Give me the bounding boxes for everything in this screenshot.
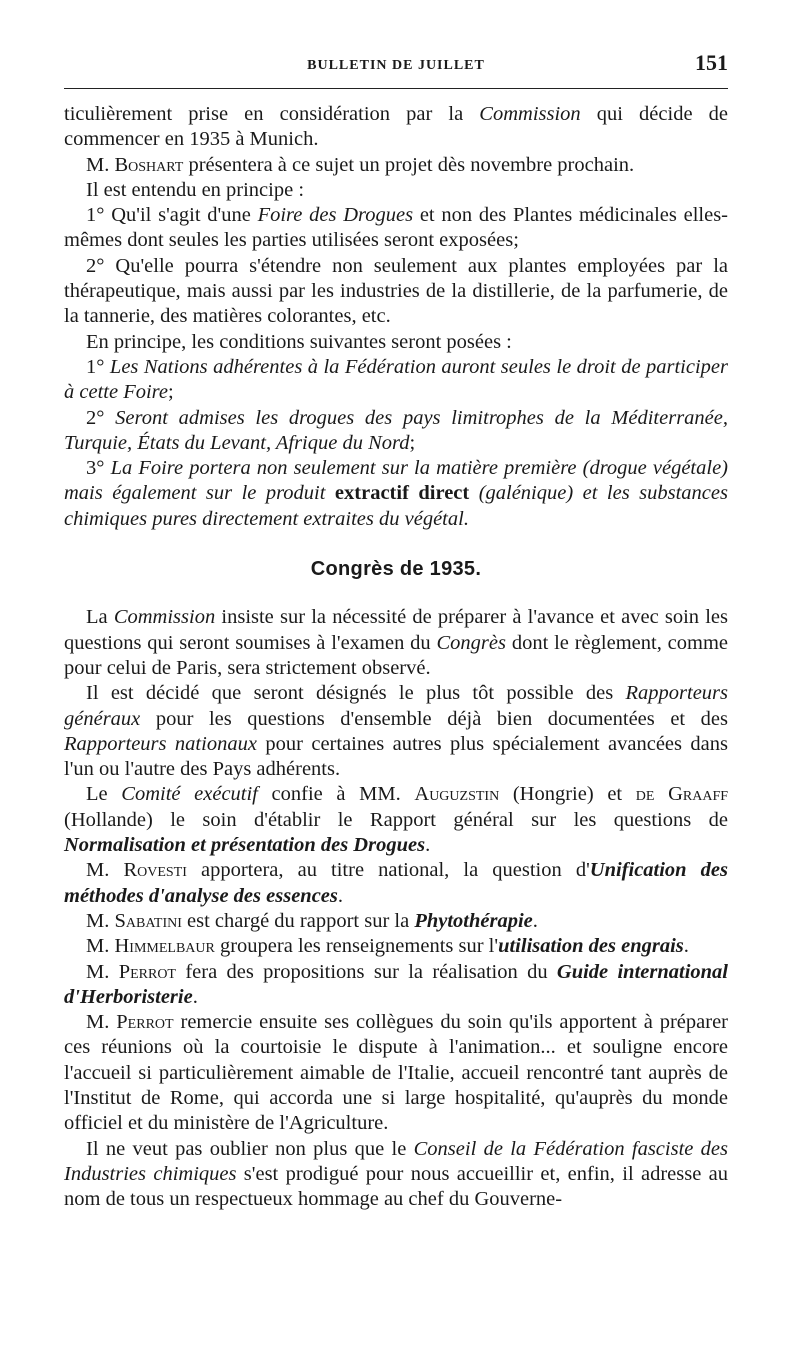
page-header (64, 48, 728, 89)
paragraph-10: La Commission insiste sur la nécessité de préparer à l'avance et avec soin les questions qui seront soumises à l'examen du Congrès dont le règlement, comme pour celui de Paris, sera strictement observé. (64, 606, 728, 679)
paragraph-13: M. Rovesti apportera, au titre national, la question d'Unification des méthodes d'analyse des essences. (64, 859, 728, 907)
page-number: 151 (695, 50, 728, 75)
paragraph-16: M. Perrot fera des propositions sur la réalisation du Guide international d'Herboristerie. (64, 960, 728, 1008)
paragraph-3: Il est entendu en principe : (86, 178, 305, 201)
paragraph-18: Il ne veut pas oublier non plus que le Conseil de la Fédération fasciste des Industries chimiques s'est prodigué pour nous accueillir et, enfin, il adresse au nom de tous un respectueux hommage au chef du Gouverne- (64, 1137, 728, 1211)
paragraph-6: En principe, les conditions suivantes seront posées : (86, 330, 512, 353)
condition-1: 1° Les Nations adhérentes à la Fédération auront seules le droit de participer à cette Foire; (64, 355, 729, 404)
paragraph-17: M. Perrot remercie ensuite ses collègues du soin qu'ils apportent à préparer ces réunions où la courtoisie le dispute à l'animation... et souligne encore l'accueil si particulièrement aimable de l'Italie, accueil rencontré tant auprès de l'Institut de Rome, qui accorda une si large hospitalité, qu'auprès du monde officiel et du ministère de l'Agriculture. (64, 1011, 728, 1135)
condition-2: 2° Seront admises les drogues des pays limitrophes de la Méditerranée, Turquie, États du Levant, Afrique du Nord; (64, 406, 729, 454)
paragraph-15: M. Himmelbaur groupera les renseignements sur l'utilisation des engrais. (86, 935, 689, 958)
paragraph-5: 2° Qu'elle pourra s'étendre non seulement aux plantes employées par la thérapeutique, mais aussi par les industries de la distillerie, de la parfumerie, de la tannerie, des matières colorantes, etc. (64, 254, 728, 328)
section-heading: Congrès de 1935. (310, 558, 482, 581)
body-text (64, 102, 728, 1212)
running-title: BULLETIN DE JUILLET (307, 58, 485, 73)
paragraph-2: M. Boshart présentera à ce sujet un projet dès novembre prochain. (86, 153, 635, 176)
paragraph-14: M. Sabatini est chargé du rapport sur la Phytothérapie. (86, 909, 538, 932)
paragraph-1: ticulièrement prise en considération par la Commission qui décide de commencer en 1935 à Munich. (64, 103, 728, 151)
condition-3: 3° La Foire portera non seulement sur la matière première (drogue végétale) mais également sur le produit extractif direct (galénique) et les substances chimiques pures directement extraites du végétal. (64, 457, 728, 530)
paragraph-12: Le Comité exécutif confie à MM. Auguzstin (Hongrie) et de Graaff (Hollande) le soin d'établir le Rapport général sur les questions de Normalisation et présentation des Drogues. (64, 783, 729, 857)
paragraph-11: Il est décidé que seront désignés le plus tôt possible des Rapporteurs généraux pour les questions d'ensemble déjà bien documentées et des Rapporteurs nationaux pour certaines autres plus spécialement avancées dans l'un ou l'autre des Pays adhérents. (64, 682, 728, 781)
paragraph-4: 1° Qu'il s'agit d'une Foire des Drogues et non des Plantes médicinales elles-mêmes dont seules les parties utilisées seront exposées; (64, 204, 728, 252)
